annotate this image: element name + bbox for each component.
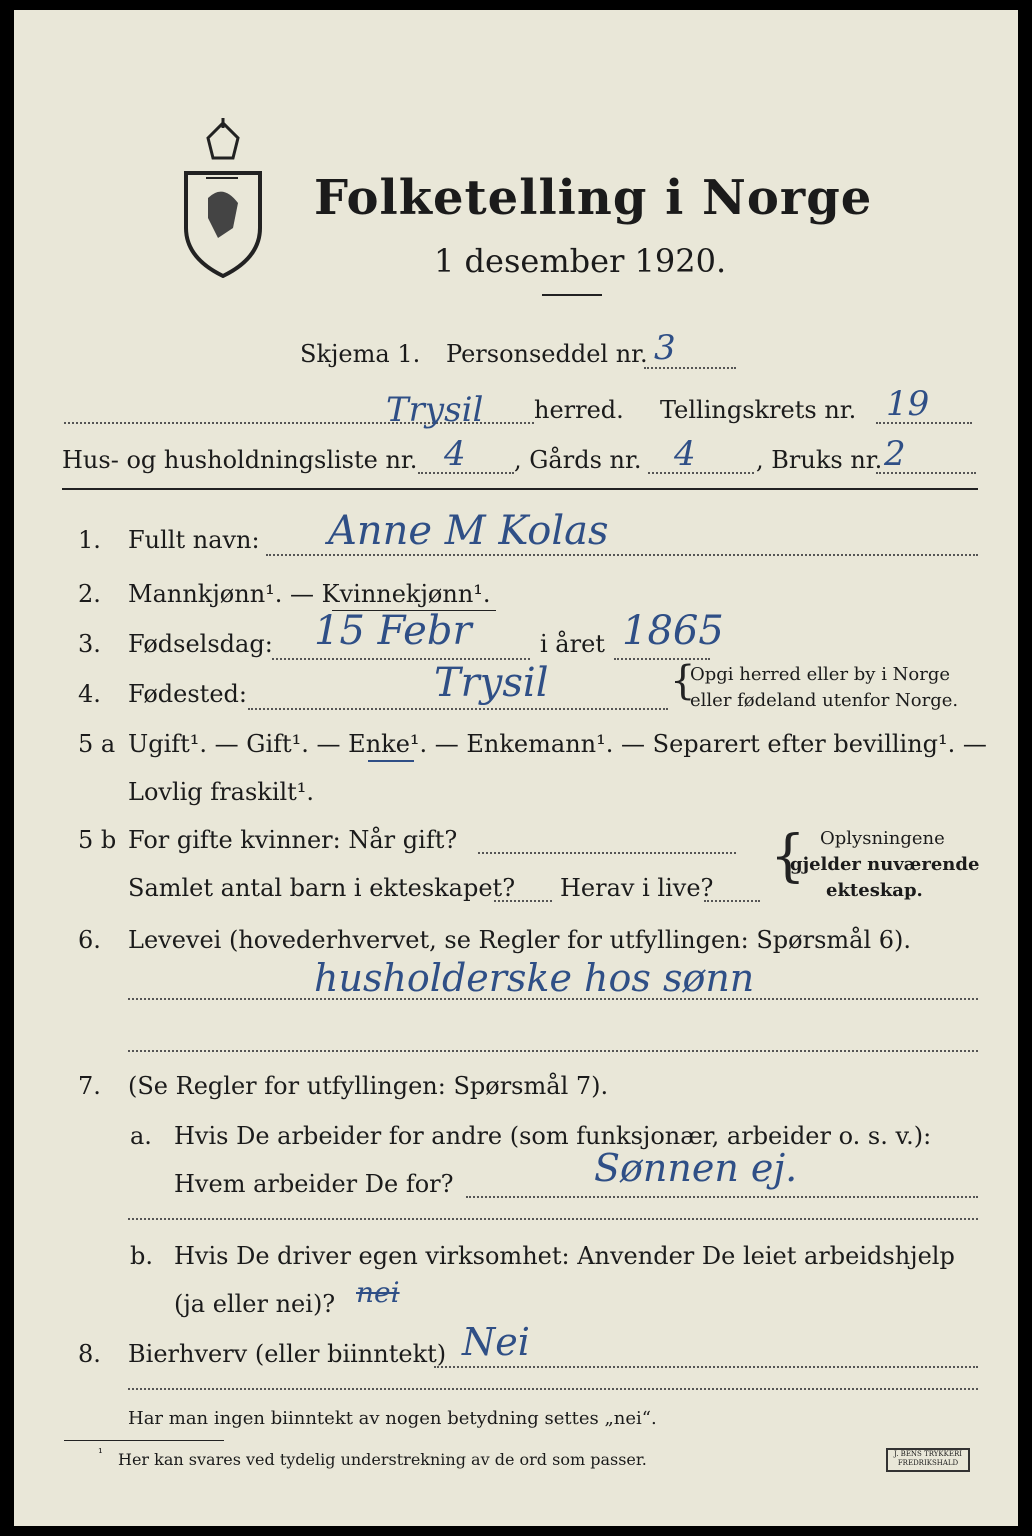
bruks-dots: [876, 472, 976, 474]
person-value: 3: [654, 328, 676, 368]
q7b-label2: (ja eller nei)?: [174, 1290, 336, 1318]
q5a-label: Ugift¹. — Gift¹. — Enke¹. — Enkemann¹. — Separert efter bevilling¹. —: [128, 730, 987, 758]
header-rule: [62, 488, 978, 490]
footnote-mark: ¹: [98, 1446, 103, 1460]
krets-label: Tellingskrets nr.: [660, 396, 857, 424]
q7a-value: Sønnen ej.: [594, 1146, 798, 1190]
q4-value: Trysil: [434, 660, 549, 706]
q8-dots-1: [434, 1366, 978, 1368]
q4-dots: [248, 708, 668, 710]
q3-year-value: 1865: [622, 608, 724, 654]
q7b-value: nei: [356, 1276, 400, 1309]
krets-dots: [876, 422, 972, 424]
q6-label: Levevei (hovederhvervet, se Regler for utfyllingen: Spørsmål 6).: [128, 926, 912, 954]
q4-note-line2: eller fødeland utenfor Norge.: [690, 690, 959, 711]
q3-label: Fødselsdag:: [128, 630, 273, 658]
q2-number: 2.: [78, 580, 101, 608]
hus-value: 4: [444, 434, 466, 474]
footnote-rule: [64, 1440, 224, 1441]
hus-dots: [418, 472, 514, 474]
q5b-note3: ekteskap.: [826, 880, 923, 901]
q7b-label: Hvis De driver egen virksomhet: Anvender De leiet arbeidshjelp: [174, 1242, 955, 1270]
footnote-text: Her kan svares ved tydelig understrekning av de ord som passer.: [118, 1450, 647, 1469]
footer-note: Har man ingen biinntekt av nogen betydning settes „nei“.: [128, 1408, 657, 1429]
q4-note-line1: Opgi herred eller by i Norge: [690, 664, 951, 685]
q7a-label: Hvis De arbeider for andre (som funksjonær, arbeider o. s. v.):: [174, 1122, 932, 1150]
q7a-dots-1: [466, 1196, 978, 1198]
q6-value: husholderske hos sønn: [314, 956, 755, 1000]
q5a-enke-underline: [368, 760, 414, 762]
printer-stamp: J. BENS TRYKKERI FREDRIKSHALD: [886, 1448, 970, 1472]
q7-label: (Se Regler for utfyllingen: Spørsmål 7).: [128, 1072, 609, 1100]
q5b-note2: gjelder nuværende: [790, 854, 980, 875]
q5b-brace: {: [770, 824, 806, 889]
q1-label: Fullt navn:: [128, 526, 260, 554]
person-dots: [644, 367, 736, 369]
q3-year-dots: [614, 658, 710, 660]
q3-day-value: 15 Febr: [314, 608, 472, 654]
gards-value: 4: [674, 434, 696, 474]
q5b-alive-dots: [704, 900, 760, 902]
q5b-number: 5 b: [78, 826, 117, 854]
q7a-label2: Hvem arbeider De for?: [174, 1170, 454, 1198]
hus-label: Hus- og husholdningsliste nr.: [62, 446, 418, 474]
q3-year-label: i året: [540, 630, 605, 658]
q4-number: 4.: [78, 680, 101, 708]
q4-brace: {: [670, 658, 696, 704]
bruks-value: 2: [884, 434, 906, 474]
q6-dots-1: [128, 998, 978, 1000]
q2-label: Mannkjønn¹. — Kvinnekjønn¹.: [128, 580, 491, 608]
bruks-label: , Bruks nr.: [756, 446, 883, 474]
krets-value: 19: [886, 384, 930, 424]
q5a-number: 5 a: [78, 730, 116, 758]
q5b-label2b: Herav i live?: [560, 874, 714, 902]
q1-number: 1.: [78, 526, 101, 554]
q7-number: 7.: [78, 1072, 101, 1100]
q5b-note1: Oplysningene: [820, 828, 945, 849]
q3-number: 3.: [78, 630, 101, 658]
q8-label: Bierhverv (eller biinntekt): [128, 1340, 447, 1368]
q6-dots-2: [128, 1050, 978, 1052]
coat-of-arms-icon: [178, 118, 268, 278]
q8-dots-2: [128, 1388, 978, 1390]
q5b-dots: [478, 852, 736, 854]
census-form: [14, 10, 1018, 1526]
q7a-dots-2: [128, 1218, 978, 1220]
gards-dots: [648, 472, 754, 474]
q7b-number: b.: [130, 1242, 153, 1270]
title-divider: [542, 294, 602, 296]
q7a-number: a.: [130, 1122, 152, 1150]
form-date: 1 desember 1920.: [434, 242, 727, 280]
gards-label: , Gårds nr.: [514, 446, 642, 474]
q8-number: 8.: [78, 1340, 101, 1368]
herred-label: herred.: [534, 396, 624, 424]
q6-number: 6.: [78, 926, 101, 954]
person-label: Personseddel nr.: [446, 340, 648, 368]
q8-value: Nei: [462, 1320, 530, 1364]
q5b-children-dots: [494, 900, 552, 902]
q5b-label: For gifte kvinner: Når gift?: [128, 826, 458, 854]
q1-dots: [266, 554, 978, 556]
q5b-label2a: Samlet antal barn i ekteskapet?: [128, 874, 516, 902]
herred-value: Trysil: [386, 390, 484, 430]
q1-value: Anne M Kolas: [328, 508, 609, 554]
form-title: Folketelling i Norge: [314, 170, 873, 226]
q4-label: Fødested:: [128, 680, 247, 708]
schema-label: Skjema 1.: [300, 340, 421, 368]
q5a-label2: Lovlig fraskilt¹.: [128, 778, 315, 806]
